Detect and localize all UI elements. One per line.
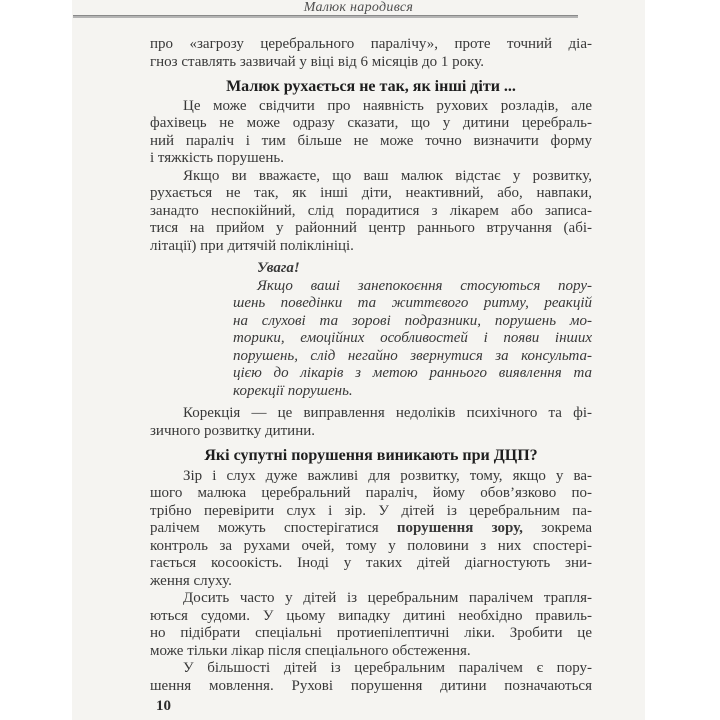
attention-line: корекції порушень.: [233, 382, 353, 399]
book-page: [72, 0, 645, 720]
page-body: [150, 36, 592, 716]
body-line: Корекція — це виправлення недоліків психічного та фі-: [183, 405, 592, 421]
attention-note: [233, 260, 592, 400]
attention-title: Увага!: [257, 260, 300, 276]
body-text: ралічем можуть спостерігатися: [150, 520, 397, 536]
body-line: шого малюка церебральний параліч, йому обов’язково по-: [150, 485, 592, 501]
paragraph: [150, 98, 592, 168]
body-line: рухається не так, як інші діти, неактивний, або, навпаки,: [150, 185, 592, 201]
body-line-with-bold: [150, 520, 592, 538]
attention-line: торики, емоційних особливостей і появи інших: [233, 330, 592, 346]
attention-line: на слухові та зорові подразники, порушень мо-: [233, 312, 592, 329]
body-line: занадто неспокійний, слід порадитися з лікарем або записа-: [150, 202, 592, 219]
paragraph-correction-definition: [150, 405, 592, 440]
body-line: ються судоми. У цьому випадку дитині необхідно правиль-: [150, 607, 592, 624]
body-text: зокрема: [522, 520, 592, 536]
paragraph-speech: [150, 660, 592, 695]
body-line: ний параліч і тим більше не може точно визначити форму: [150, 132, 592, 149]
body-line: літації) при дитячій поліклініці.: [150, 237, 354, 254]
attention-line: цією до лікарів з метою раннього виявлення та: [233, 365, 592, 381]
running-head: Малюк народився: [303, 0, 414, 15]
body-line: Це може свідчити про наявність рухових розладів, але: [183, 97, 592, 114]
section-heading-movement: Малюк рухається не так, як інші діти ...: [226, 78, 516, 95]
body-line: Зір і слух дуже важливі для розвитку, тому, якщо у ва-: [183, 467, 592, 484]
body-line: шення мовлення. Рухові порушення дитини позначаються: [150, 677, 592, 694]
body-line: може тільки лікар після спеціального обстеження.: [150, 642, 471, 659]
header-rule: [73, 15, 578, 18]
body-line: У більшості дітей із церебральним паралічем є пору-: [183, 660, 592, 676]
body-line: контроль за рухами очей, тому у половини з них спостері-: [150, 537, 592, 554]
paragraph: [150, 168, 592, 256]
body-line: но підібрати спеціальні протиепілептичні ліки. Зробити це: [150, 625, 592, 641]
body-line: Якщо ви вважаєте, що ваш малюк відстає у розвитку,: [183, 167, 592, 184]
body-line: гається косоокість. Іноді у таких дітей діагностують зни-: [150, 555, 592, 571]
attention-line: порушень, слід негайно звернутися за консульта-: [233, 347, 592, 364]
page-number: 10: [156, 698, 171, 714]
attention-line: Якщо ваші занепокоєння стосуються пору-: [257, 277, 592, 294]
section-heading-comorbid: Які супутні порушення виникають при ДЦП?: [204, 447, 538, 464]
bold-term-vision-impairment: порушення зору,: [396, 520, 523, 536]
paragraph-continuation: [150, 36, 592, 71]
body-line: трібно перевірити слух і зір. У дітей із церебральним па-: [150, 502, 592, 519]
paragraph-seizures: [150, 590, 592, 660]
body-line: фахівець не може одразу сказати, що у дитини церебраль-: [150, 115, 592, 131]
body-line: гноз ставлять зазвичай у віці від 6 місяців до 1 року.: [150, 53, 484, 70]
paragraph-vision-hearing: [150, 468, 592, 591]
body-line: Досить часто у дітей із церебральним паралічем трапля-: [183, 590, 592, 606]
body-line: тися на прийом у районний центр раннього втручання (абі-: [150, 220, 592, 236]
body-line: і тяжкість порушень.: [150, 150, 284, 166]
body-line: про «загрозу церебрального паралічу», проте точний діа-: [150, 36, 592, 52]
body-line: зичного розвитку дитини.: [150, 422, 316, 439]
body-line: ження слуху.: [150, 572, 232, 589]
attention-line: шень поведінки та життєвого ритму, реакцій: [233, 295, 592, 311]
